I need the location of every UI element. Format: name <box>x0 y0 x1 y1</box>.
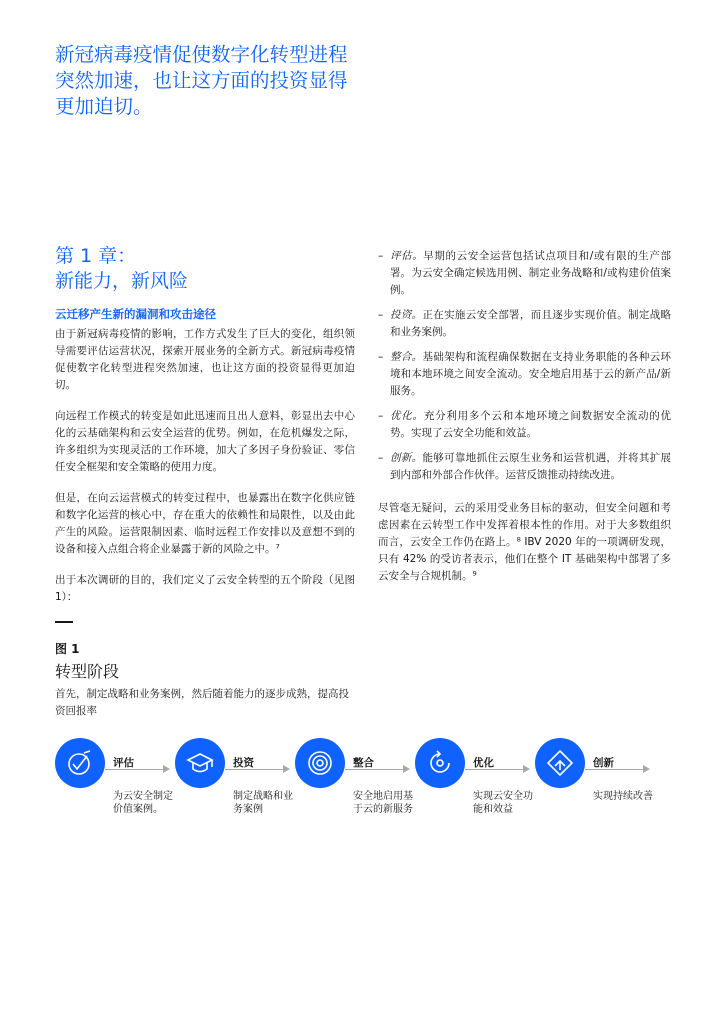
list-item <box>378 450 671 484</box>
check-circle-icon <box>55 738 105 788</box>
connector-arrow-icon <box>643 765 650 773</box>
list-dash: – <box>378 351 384 363</box>
connector-arrow-icon <box>523 765 530 773</box>
list-dash: – <box>378 250 384 262</box>
connector-arrow-icon <box>403 765 410 773</box>
list-dash: – <box>378 410 384 422</box>
stage-title: 投资 <box>233 757 254 769</box>
stage-title: 优化 <box>473 757 494 769</box>
figure-label: 图 1 <box>55 642 80 656</box>
list-dash: – <box>378 452 384 464</box>
stage-title: 整合 <box>353 757 374 769</box>
stage-step-invest <box>175 738 305 848</box>
stage-term: 优化。 <box>390 410 424 422</box>
stage-description: 安全地启用基于云的新服务 <box>353 791 413 815</box>
list-item <box>378 248 671 299</box>
stage-step-innovate <box>535 738 665 848</box>
stage-text: 充分利用多个云和本地环境之间数据安全流动的优势。实现了云安全功能和效益。 <box>390 410 671 439</box>
stage-step-optimize <box>415 738 545 848</box>
right-column <box>378 248 671 599</box>
chapter-title: 新能力，新风险 <box>55 270 189 292</box>
transformation-stages-diagram <box>0 738 724 848</box>
figure-rule <box>55 621 73 623</box>
stage-term: 整合。 <box>390 351 423 363</box>
list-item <box>378 408 671 442</box>
list-dash: – <box>378 309 384 321</box>
body-paragraph: 但是，在向云运营模式的转变过程中，也暴露出在数字化供应链和数字化运营的核心中，存在重大的依赖性和局限性，以及由此产生的风险。运营限制因素、临时远程工作安排以及意想不到的设备和接入点组合将企业暴露于新的风险之中。⁷ <box>55 492 355 555</box>
stage-term: 评估。 <box>390 250 424 262</box>
stage-text: 基础架构和流程确保数据在支持业务职能的各种云环境和本地环境之间安全流动。安全地启用基于云的新产品/新服务。 <box>390 351 672 397</box>
body-paragraph: 向远程工作模式的转变是如此迅速而且出人意料，彰显出去中心化的云基础架构和云安全运营的优势。例如，在危机爆发之际，许多组织为实现灵活的工作环境，加大了多因子身份验证、零信任安全框架和安全策略的使用力度。 <box>55 410 355 473</box>
stage-text: 能够可靠地抓住云原生业务和运营机遇，并将其扩展到内部和外部合作伙伴。运营反馈推动持续改进。 <box>390 452 672 481</box>
chapter-heading <box>55 244 355 294</box>
connector-arrow-icon <box>163 765 170 773</box>
connector-arrow-icon <box>283 765 290 773</box>
stage-title: 创新 <box>593 757 614 769</box>
stages-list <box>378 248 671 484</box>
stage-term: 创新。 <box>390 452 423 464</box>
stage-text: 正在实施云安全部署，而且逐步实现价值。制定战略和业务案例。 <box>390 309 672 338</box>
stage-step-integrate <box>295 738 425 848</box>
stage-text: 早期的云安全运营包括试点项目和/或有限的生产部署。为云安全确定候选用例、制定业务战略和/或构建价值案例。 <box>390 250 671 296</box>
refresh-cycle-icon <box>415 738 465 788</box>
left-column <box>55 326 355 620</box>
stage-description: 制定战略和业务案例 <box>233 791 293 815</box>
body-paragraph: 尽管毫无疑问，云的采用受业务目标的驱动，但安全问题和考虑因素在云转型工作中发挥着根本性的作用。对于大多数组织而言，云安全工作仍在路上。⁸ IBV 2020 年的一项调研发现，只有 42% 的受访者表示，他们在整个 IT 基础架构中部署了多云安全与合规机制。⁹ <box>378 502 671 582</box>
stage-term: 投资。 <box>390 309 423 321</box>
body-paragraph: 出于本次调研的目的，我们定义了云安全转型的五个阶段（见图 1）： <box>55 574 355 603</box>
stage-description: 为云安全制定价值案例。 <box>113 791 173 815</box>
section-subheading: 云迁移产生新的漏洞和攻击途径 <box>55 307 216 321</box>
figure-title: 转型阶段 <box>55 662 120 681</box>
chapter-label: 第 1 章： <box>55 245 137 267</box>
pull-quote: 新冠病毒疫情促使数字化转型进程突然加速，也让这方面的投资显得更加迫切。 <box>55 43 348 118</box>
graduation-cap-icon <box>175 738 225 788</box>
list-item <box>378 349 671 400</box>
concentric-circles-icon <box>295 738 345 788</box>
stage-title: 评估 <box>113 757 134 769</box>
body-paragraph: 由于新冠病毒疫情的影响，工作方式发生了巨大的变化，组织领导需要评估运营状况，探索开展业务的全新方式。新冠病毒疫情促使数字化转型进程突然加速，也让这方面的投资显得更加迫切。 <box>55 328 355 391</box>
stage-step-assess <box>55 738 185 848</box>
stage-description: 实现云安全功能和效益 <box>473 791 533 815</box>
diamond-arrow-icon <box>535 738 585 788</box>
figure-description: 首先，制定战略和业务案例，然后随着能力的逐步成熟，提高投资回报率 <box>55 688 349 717</box>
list-item <box>378 307 671 341</box>
stage-description: 实现持续改善 <box>593 791 653 802</box>
